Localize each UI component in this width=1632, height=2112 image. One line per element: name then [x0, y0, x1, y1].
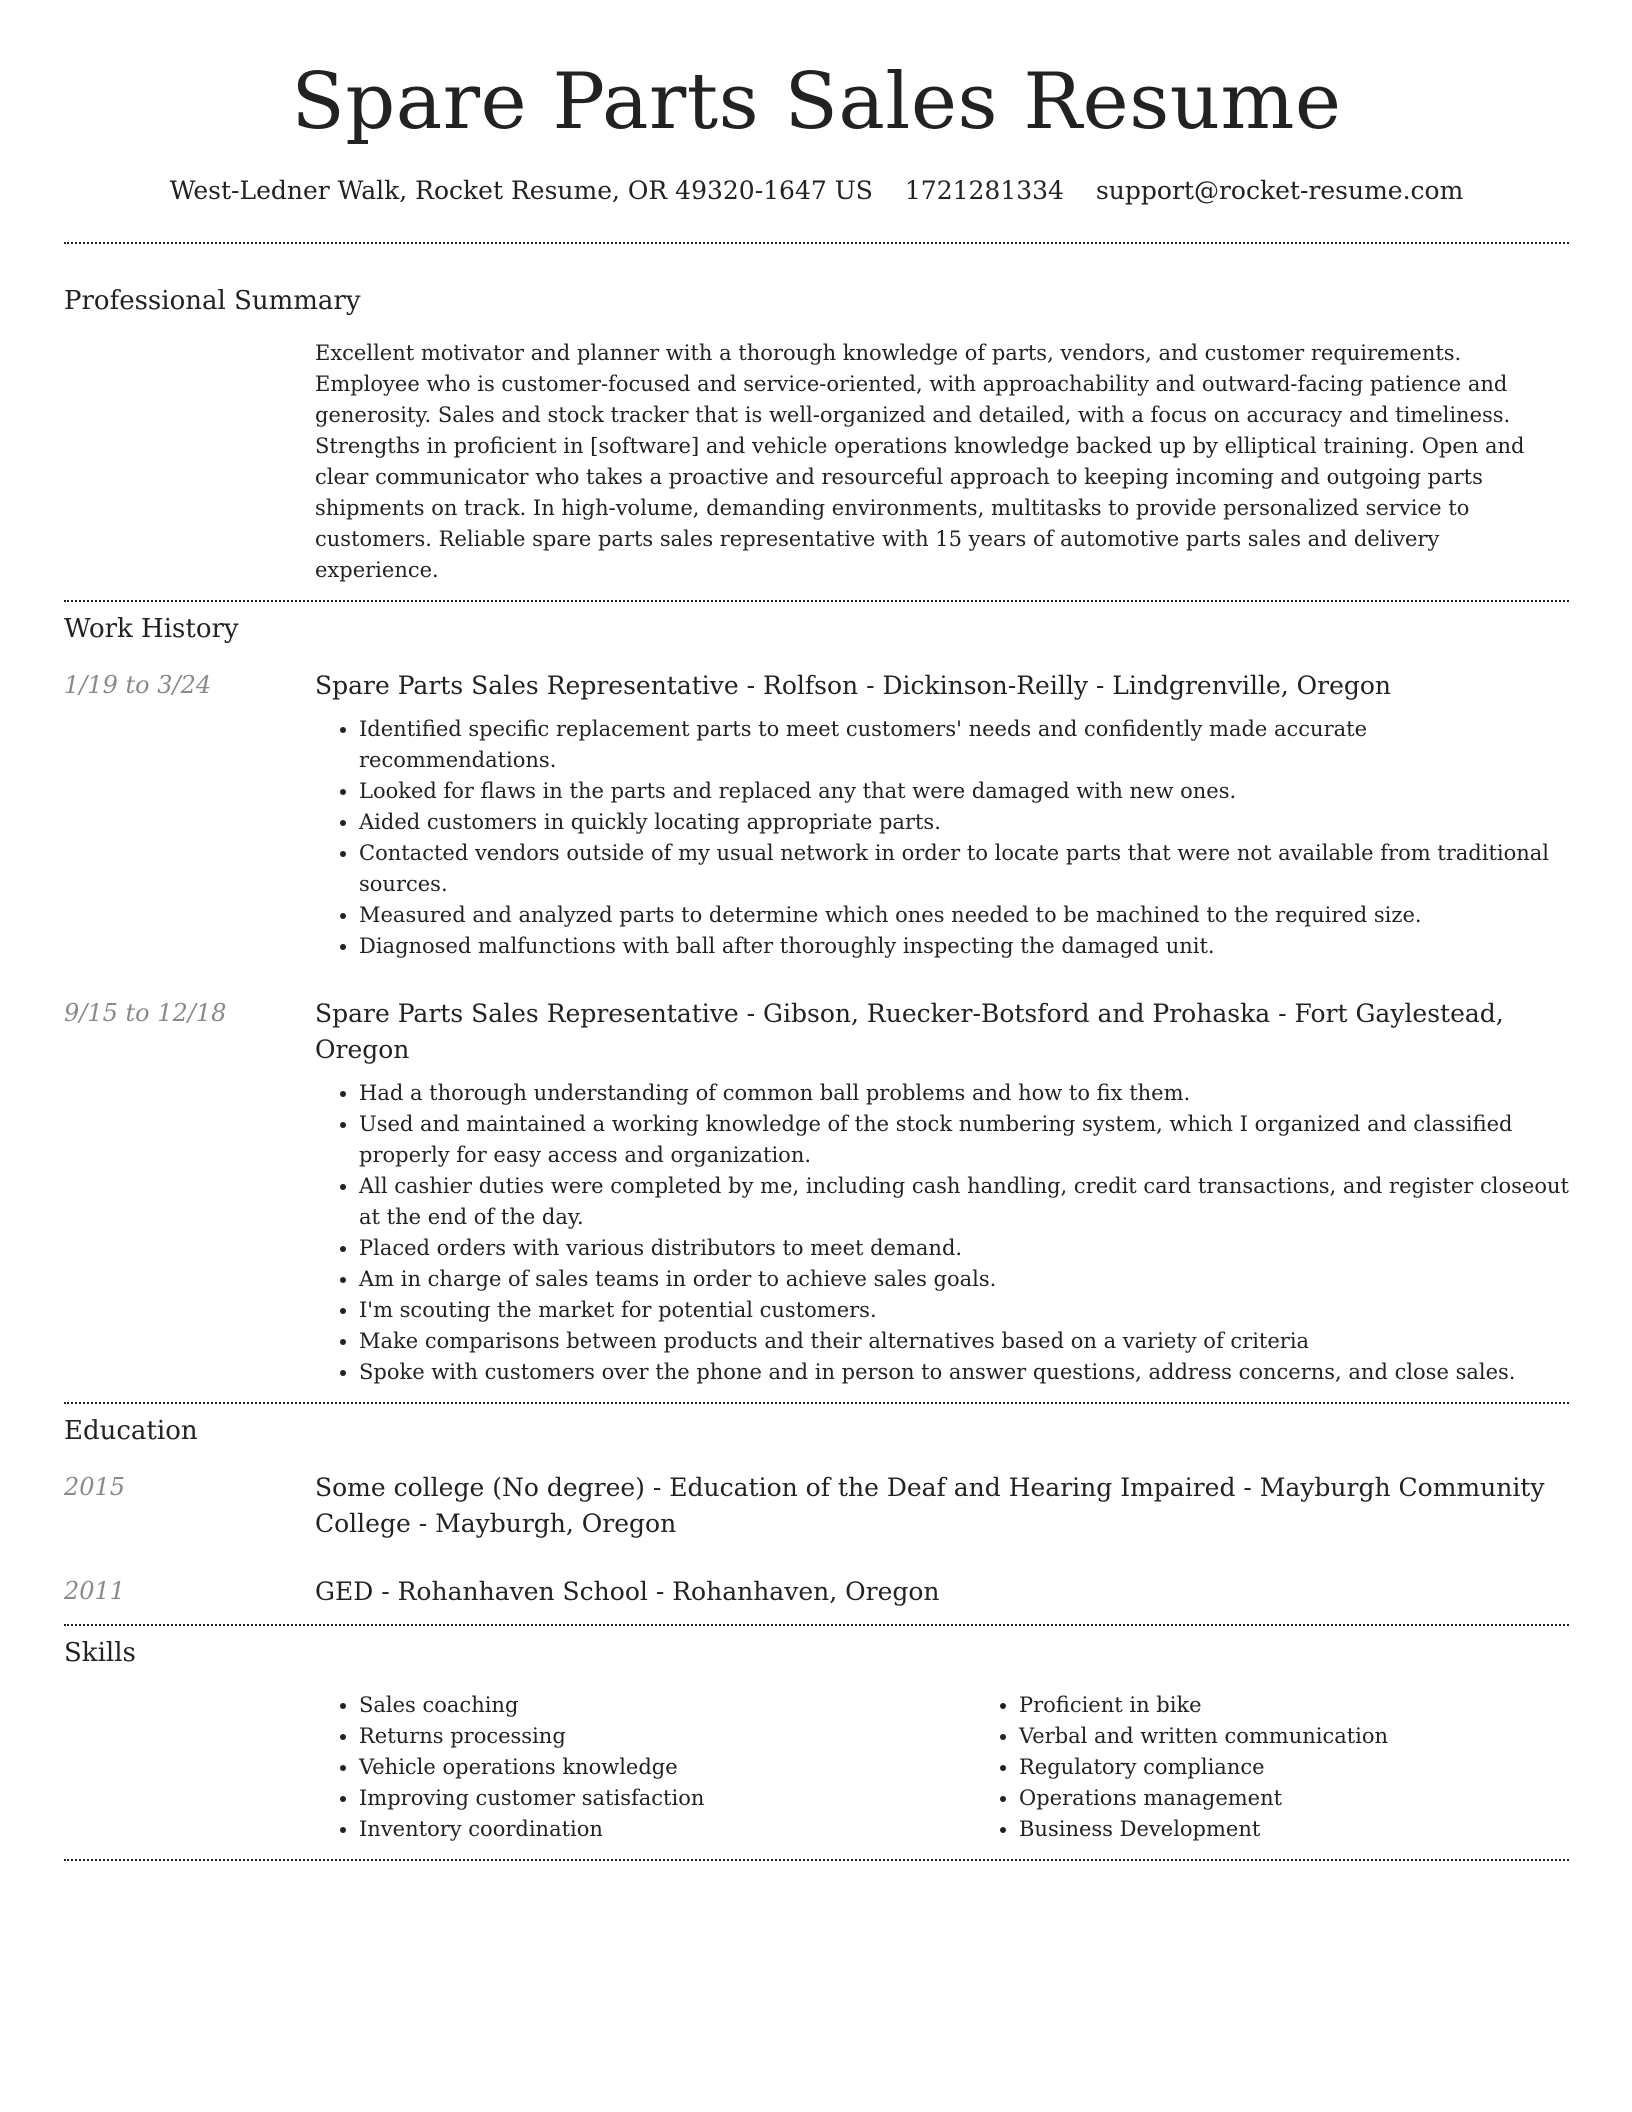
job-bullet: • Looked for flaws in the parts and replaced any that were damaged with new ones.	[359, 776, 1569, 807]
summary-spacer	[64, 338, 315, 586]
skills-list-right	[975, 1690, 1632, 1845]
divider	[64, 1402, 1569, 1404]
job-dates: 1/19 to 3/24	[64, 671, 212, 699]
job-bullet: • Identified specific replacement parts to meet customers' needs and confidently made accurate recommendations.	[359, 714, 1569, 776]
education-details	[315, 1574, 1569, 1610]
job-bullet: • Aided customers in quickly locating appropriate parts.	[359, 807, 1569, 838]
skill-item: • Vehicle operations knowledge	[359, 1752, 975, 1783]
job-bullet: • All cashier duties were completed by me, including cash handling, credit card transactions, and register closeout at the end of the day.	[359, 1171, 1569, 1233]
education-text: Some college (No degree) - Education of the Deaf and Hearing Impaired - Mayburgh Community College - Mayburgh, Oregon	[315, 1473, 1545, 1538]
education-text: GED - Rohanhaven School - Rohanhaven, Oregon	[315, 1577, 940, 1606]
skill-item: • Regulatory compliance	[1019, 1752, 1632, 1783]
skills-columns	[315, 1690, 1569, 1845]
job-title: Spare Parts Sales Representative - Rolfson - Dickinson-Reilly - Lindgrenville, Oregon	[315, 671, 1392, 700]
job-bullet: • Measured and analyzed parts to determine which ones needed to be machined to the required size.	[359, 900, 1569, 931]
contact-phone: 1721281334	[904, 176, 1064, 205]
education-year: 2011	[64, 1577, 126, 1605]
skill-item: • Returns processing	[359, 1721, 975, 1752]
section-heading-summary: Professional Summary	[64, 286, 361, 316]
job-bullet: • Used and maintained a working knowledge of the stock numbering system, which I organized and classified properly for easy access and organization.	[359, 1109, 1569, 1171]
contact-email: support@rocket-resume.com	[1095, 176, 1464, 205]
job-details	[315, 996, 1569, 1388]
summary-body	[315, 338, 1569, 586]
skills-row	[64, 1690, 1569, 1845]
summary-text: Excellent motivator and planner with a thorough knowledge of parts, vendors, and customer requirements. Employee who is customer-focused and service-oriented, with approachability and outward-facing patience and generosity. Sales and stock tracker that is well-organized and detailed, with a focus on accuracy and timeliness. Strengths in proficient in [software] and vehicle operations knowledge backed up by elliptical training. Open and clear communicator who takes a proactive and resourceful approach to keeping incoming and outgoing parts shipments on track. In high-volume, demanding environments, multitasks to provide personalized service to customers. Reliable spare parts sales representative with 15 years of automotive parts sales and delivery experience.	[315, 341, 1525, 582]
divider	[64, 242, 1569, 244]
skill-item: • Verbal and written communication	[1019, 1721, 1632, 1752]
divider	[64, 1624, 1569, 1626]
skills-lists	[315, 1690, 1569, 1845]
job-entry	[64, 996, 1569, 1388]
education-details	[315, 1470, 1569, 1542]
skills-list-left	[315, 1690, 975, 1845]
job-bullets	[315, 1078, 1569, 1388]
contact-address: West-Ledner Walk, Rocket Resume, OR 49320-1647 US	[169, 176, 873, 205]
resume-page	[64, 0, 1569, 1861]
skill-item: • Sales coaching	[359, 1690, 975, 1721]
skill-item: • Improving customer satisfaction	[359, 1783, 975, 1814]
job-bullet: • I'm scouting the market for potential customers.	[359, 1295, 1569, 1326]
summary-row	[64, 338, 1569, 586]
resume-title: Spare Parts Sales Resume	[291, 57, 1342, 147]
job-bullet: • Placed orders with various distributors to meet demand.	[359, 1233, 1569, 1264]
education-year: 2015	[64, 1473, 126, 1501]
divider	[64, 600, 1569, 602]
job-bullet: • Am in charge of sales teams in order to achieve sales goals.	[359, 1264, 1569, 1295]
contact-line	[64, 174, 1569, 208]
job-entry	[64, 668, 1569, 962]
skill-item: • Inventory coordination	[359, 1814, 975, 1845]
education-entry	[64, 1470, 1569, 1542]
skills-spacer	[64, 1690, 315, 1845]
divider	[64, 1859, 1569, 1861]
education-entry	[64, 1574, 1569, 1610]
job-bullet: • Spoke with customers over the phone and in person to answer questions, address concerns, and close sales.	[359, 1357, 1569, 1388]
skill-item: • Business Development	[1019, 1814, 1632, 1845]
job-bullet: • Contacted vendors outside of my usual network in order to locate parts that were not available from traditional sources.	[359, 838, 1569, 900]
skill-item: • Operations management	[1019, 1783, 1632, 1814]
job-dates: 9/15 to 12/18	[64, 999, 227, 1027]
job-bullet: • Make comparisons between products and their alternatives based on a variety of criteria	[359, 1326, 1569, 1357]
section-heading-education: Education	[64, 1416, 198, 1446]
skill-item: • Proficient in bike	[1019, 1690, 1632, 1721]
job-title: Spare Parts Sales Representative - Gibson, Ruecker-Botsford and Prohaska - Fort Gaylestead, Oregon	[315, 999, 1504, 1064]
section-heading-skills: Skills	[64, 1638, 136, 1668]
job-bullets	[315, 714, 1569, 962]
job-bullet: • Diagnosed malfunctions with ball after thoroughly inspecting the damaged unit.	[359, 931, 1569, 962]
section-heading-work: Work History	[64, 614, 239, 644]
job-details	[315, 668, 1569, 962]
job-bullet: • Had a thorough understanding of common ball problems and how to fix them.	[359, 1078, 1569, 1109]
